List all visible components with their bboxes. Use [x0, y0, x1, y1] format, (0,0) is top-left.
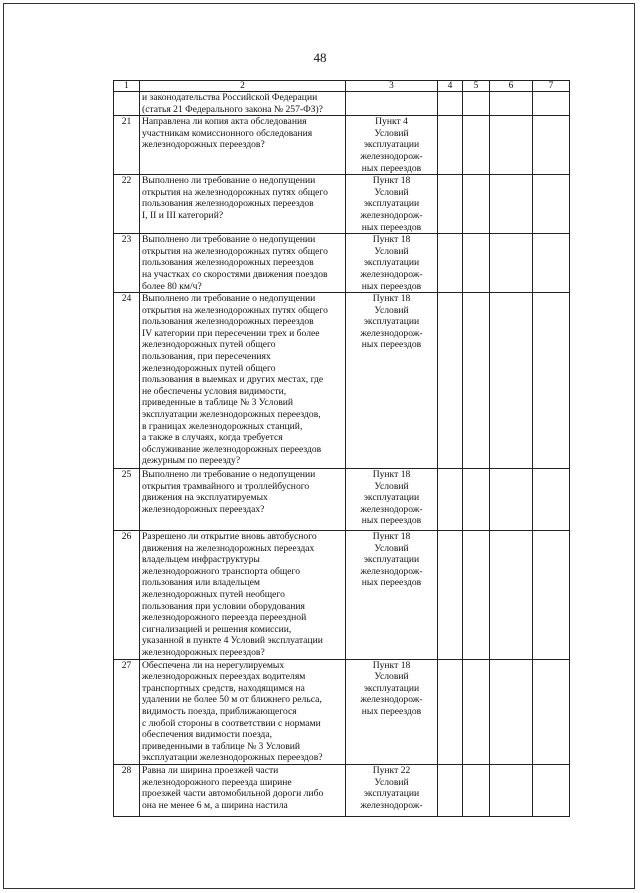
column-header-4: 4: [438, 81, 463, 92]
question-line: дежурным по переезду?: [142, 455, 241, 467]
answer-cell-col-4: [438, 92, 463, 116]
legal-reference: [346, 531, 438, 660]
question-text: [140, 175, 346, 234]
answer-cell-col-7: [533, 92, 570, 116]
question-line: не обеспечены условия видимости,: [142, 385, 287, 397]
reference-line: эксплуатации: [363, 139, 420, 151]
answer-cell-col-7: [533, 659, 570, 764]
row-number: 25: [114, 469, 140, 531]
question-line: открытия на железнодорожных путях общего: [142, 245, 328, 257]
table-row: [114, 659, 570, 764]
reference-line: Условий: [374, 186, 409, 198]
question-line: (статья 21 Федерального закона № 257-ФЗ)?: [142, 103, 323, 115]
question-line: железнодорожных путей необщего: [142, 589, 285, 601]
question-line: железнодорожного транспорта общего: [142, 565, 300, 577]
checklist-table: [113, 80, 570, 817]
answer-cell-col-7: [533, 175, 570, 234]
question-line: эксплуатации железнодорожных переездов,: [142, 409, 321, 421]
question-text: [140, 764, 346, 816]
answer-cell-col-4: [438, 175, 463, 234]
answer-cell-col-7: [533, 531, 570, 660]
answer-cell-col-5: [463, 116, 490, 175]
question-line: на участках со скоростями движения поездов: [142, 268, 328, 280]
legal-reference: [346, 659, 438, 764]
reference-line: железнодорож-: [360, 799, 423, 811]
question-line: пользования железнодорожных переездов: [142, 257, 314, 269]
legal-reference: [346, 469, 438, 531]
question-line: в границах железнодорожных станций,: [142, 420, 303, 432]
question-line: движения на эксплуатируемых: [142, 492, 268, 504]
reference-line: эксплуатации: [363, 316, 420, 328]
question-line: и законодательства Российской Федерации: [142, 92, 318, 103]
column-header-3: 3: [346, 81, 438, 92]
question-line: железнодорожных переездах?: [142, 503, 265, 515]
answer-cell-col-5: [463, 92, 490, 116]
reference-line: Пункт 18: [372, 531, 411, 543]
reference-line: ных переездов: [361, 706, 422, 717]
reference-line: ных переездов: [361, 280, 422, 292]
answer-cell-col-5: [463, 764, 490, 816]
question-text: [140, 234, 346, 293]
row-number: 23: [114, 234, 140, 293]
question-line: указанной в пункте 4 Условий эксплуатации: [142, 635, 323, 647]
question-text: [140, 659, 346, 764]
reference-line: Условий: [374, 542, 409, 554]
question-text: [140, 293, 346, 469]
reference-line: Пункт 4: [375, 116, 408, 128]
question-line: более 80 км/ч?: [142, 280, 202, 292]
question-line: а также в случаях, когда требуется: [142, 432, 283, 444]
question-line: Выполнено ли требование о недопущении: [142, 175, 316, 187]
reference-line: эксплуатации: [363, 788, 420, 800]
question-line: Выполнено ли требование о недопущении: [142, 293, 316, 305]
reference-line: Пункт 18: [372, 293, 411, 305]
legal-reference: [346, 234, 438, 293]
answer-cell-col-4: [438, 116, 463, 175]
reference-line: эксплуатации: [363, 554, 420, 566]
answer-cell-col-6: [490, 293, 533, 469]
answer-cell-col-6: [490, 175, 533, 234]
answer-cell-col-6: [490, 116, 533, 175]
question-text: [140, 92, 346, 116]
legal-reference: [346, 293, 438, 469]
table-row: [114, 531, 570, 660]
question-line: железнодорожного переезда ширине: [142, 776, 292, 788]
answer-cell-col-7: [533, 469, 570, 531]
question-line: Выполнено ли требование о недопущении: [142, 469, 316, 481]
answer-cell-col-6: [490, 92, 533, 116]
table-body: [114, 92, 570, 817]
question-line: пользования железнодорожных переездов: [142, 316, 314, 328]
column-header-6: 6: [490, 81, 533, 92]
reference-line: эксплуатации: [363, 257, 420, 269]
question-line: Обеспечена ли на нерегулируемых: [142, 659, 285, 671]
question-text: [140, 469, 346, 531]
answer-cell-col-5: [463, 293, 490, 469]
answer-cell-col-5: [463, 175, 490, 234]
reference-line: ных переездов: [361, 162, 422, 174]
question-line: открытия трамвайного и троллейбусного: [142, 480, 310, 492]
reference-line: железнодорож-: [360, 565, 423, 577]
table-row: [114, 175, 570, 234]
question-line: открытия на железнодорожных путях общего: [142, 186, 328, 198]
reference-line: эксплуатации: [363, 682, 420, 694]
question-line: обеспечения видимости поезда,: [142, 729, 272, 741]
answer-cell-col-6: [490, 469, 533, 531]
header-row: [114, 81, 570, 92]
answer-cell-col-5: [463, 234, 490, 293]
question-line: пользования или владельцем: [142, 577, 260, 589]
question-line: приведенными в таблице № 3 Условий: [142, 740, 301, 752]
answer-cell-col-7: [533, 764, 570, 816]
question-line: пользования при условии оборудования: [142, 600, 305, 612]
reference-line: Условий: [374, 671, 409, 683]
question-line: железнодорожных переездов?: [142, 139, 265, 151]
question-line: железнодорожных путей общего: [142, 339, 276, 351]
column-header-1: 1: [114, 81, 140, 92]
answer-cell-col-6: [490, 659, 533, 764]
reference-line: Условий: [374, 776, 409, 788]
row-number: 26: [114, 531, 140, 660]
question-line: IV категории при пересечении трех и более: [142, 327, 320, 339]
question-line: железнодорожных переездов?: [142, 647, 265, 659]
table-row: [114, 92, 570, 116]
question-line: с любой стороны в соответствии с нормами: [142, 717, 321, 729]
question-text: [140, 531, 346, 660]
question-line: транспортных средств, находящимся на: [142, 682, 305, 694]
column-header-5: 5: [463, 81, 490, 92]
legal-reference: [346, 92, 438, 116]
question-line: Выполнено ли требование о недопущении: [142, 234, 316, 246]
reference-line: Условий: [374, 245, 409, 257]
page-number: 48: [313, 50, 327, 65]
question-line: железнодорожных путей общего: [142, 362, 276, 374]
answer-cell-col-7: [533, 234, 570, 293]
question-line: владельцем инфраструктуры: [142, 554, 260, 566]
row-number: 24: [114, 293, 140, 469]
reference-line: ных переездов: [361, 577, 422, 589]
question-line: эксплуатации железнодорожных переездов?: [142, 752, 323, 764]
answer-cell-col-6: [490, 764, 533, 816]
table-row: [114, 469, 570, 531]
answer-cell-col-5: [463, 531, 490, 660]
reference-line: Пункт 18: [372, 659, 411, 671]
reference-line: ных переездов: [361, 515, 422, 527]
answer-cell-col-7: [533, 116, 570, 175]
row-number: [114, 92, 140, 116]
table-row: [114, 116, 570, 175]
table-row: [114, 293, 570, 469]
reference-line: железнодорож-: [360, 268, 423, 280]
reference-line: Условий: [374, 304, 409, 316]
reference-line: железнодорож-: [360, 209, 423, 221]
table-row: [114, 234, 570, 293]
legal-reference: [346, 175, 438, 234]
reference-line: железнодорож-: [360, 327, 423, 339]
reference-line: ных переездов: [361, 339, 422, 351]
reference-line: Пункт 18: [372, 175, 411, 187]
question-line: пользования в выемках и других местах, где: [142, 374, 324, 386]
question-line: участникам комиссионного обследования: [142, 127, 313, 139]
reference-line: Пункт 22: [372, 764, 411, 776]
answer-cell-col-4: [438, 469, 463, 531]
question-line: удалении не более 50 м от ближнего рельса,: [142, 694, 322, 706]
answer-cell-col-5: [463, 659, 490, 764]
question-line: Равна ли ширина проезжей части: [142, 764, 279, 776]
question-line: I, II и III категорий?: [142, 209, 224, 221]
reference-line: Пункт 18: [372, 469, 411, 481]
question-line: обслуживание железнодорожных переездов: [142, 443, 322, 455]
question-line: пользования железнодорожных переездов: [142, 198, 314, 210]
question-line: приведенные в таблице № 3 Условий: [142, 397, 294, 409]
question-line: видимость поезда, приближающегося: [142, 706, 297, 717]
question-line: проезжей части автомобильной дороги либо: [142, 788, 324, 800]
reference-line: Пункт 18: [372, 234, 411, 246]
reference-line: железнодорож-: [360, 694, 423, 706]
reference-line: Условий: [374, 480, 409, 492]
reference-line: железнодорож-: [360, 503, 423, 515]
legal-reference: [346, 764, 438, 816]
answer-cell-col-6: [490, 531, 533, 660]
reference-line: Условий: [374, 127, 409, 139]
question-line: движения на железнодорожных переездах: [142, 542, 315, 554]
question-line: она не менее 6 м, а ширина настила: [142, 799, 288, 811]
question-line: Направлена ли копия акта обследования: [142, 116, 307, 128]
column-header-2: 2: [140, 81, 346, 92]
reference-line: ных переездов: [361, 221, 422, 233]
row-number: 28: [114, 764, 140, 816]
answer-cell-col-4: [438, 764, 463, 816]
row-number: 21: [114, 116, 140, 175]
reference-line: эксплуатации: [363, 198, 420, 210]
answer-cell-col-4: [438, 659, 463, 764]
reference-line: железнодорож-: [360, 150, 423, 162]
answer-cell-col-4: [438, 293, 463, 469]
column-header-7: 7: [533, 81, 570, 92]
question-line: Разрешено ли открытие вновь автобусного: [142, 531, 317, 543]
answer-cell-col-4: [438, 531, 463, 660]
legal-reference: [346, 116, 438, 175]
table-row: [114, 764, 570, 816]
question-line: железнодорожного переезда переездной: [142, 612, 307, 624]
reference-line: эксплуатации: [363, 492, 420, 504]
question-line: сигнализацией и решения комиссии,: [142, 623, 292, 635]
question-line: железнодорожных переездах водителям: [142, 671, 306, 683]
answer-cell-col-6: [490, 234, 533, 293]
answer-cell-col-5: [463, 469, 490, 531]
answer-cell-col-4: [438, 234, 463, 293]
row-number: 27: [114, 659, 140, 764]
row-number: 22: [114, 175, 140, 234]
question-line: открытия на железнодорожных путях общего: [142, 304, 328, 316]
answer-cell-col-7: [533, 293, 570, 469]
question-line: пользования, при пересечениях: [142, 351, 271, 363]
question-text: [140, 116, 346, 175]
